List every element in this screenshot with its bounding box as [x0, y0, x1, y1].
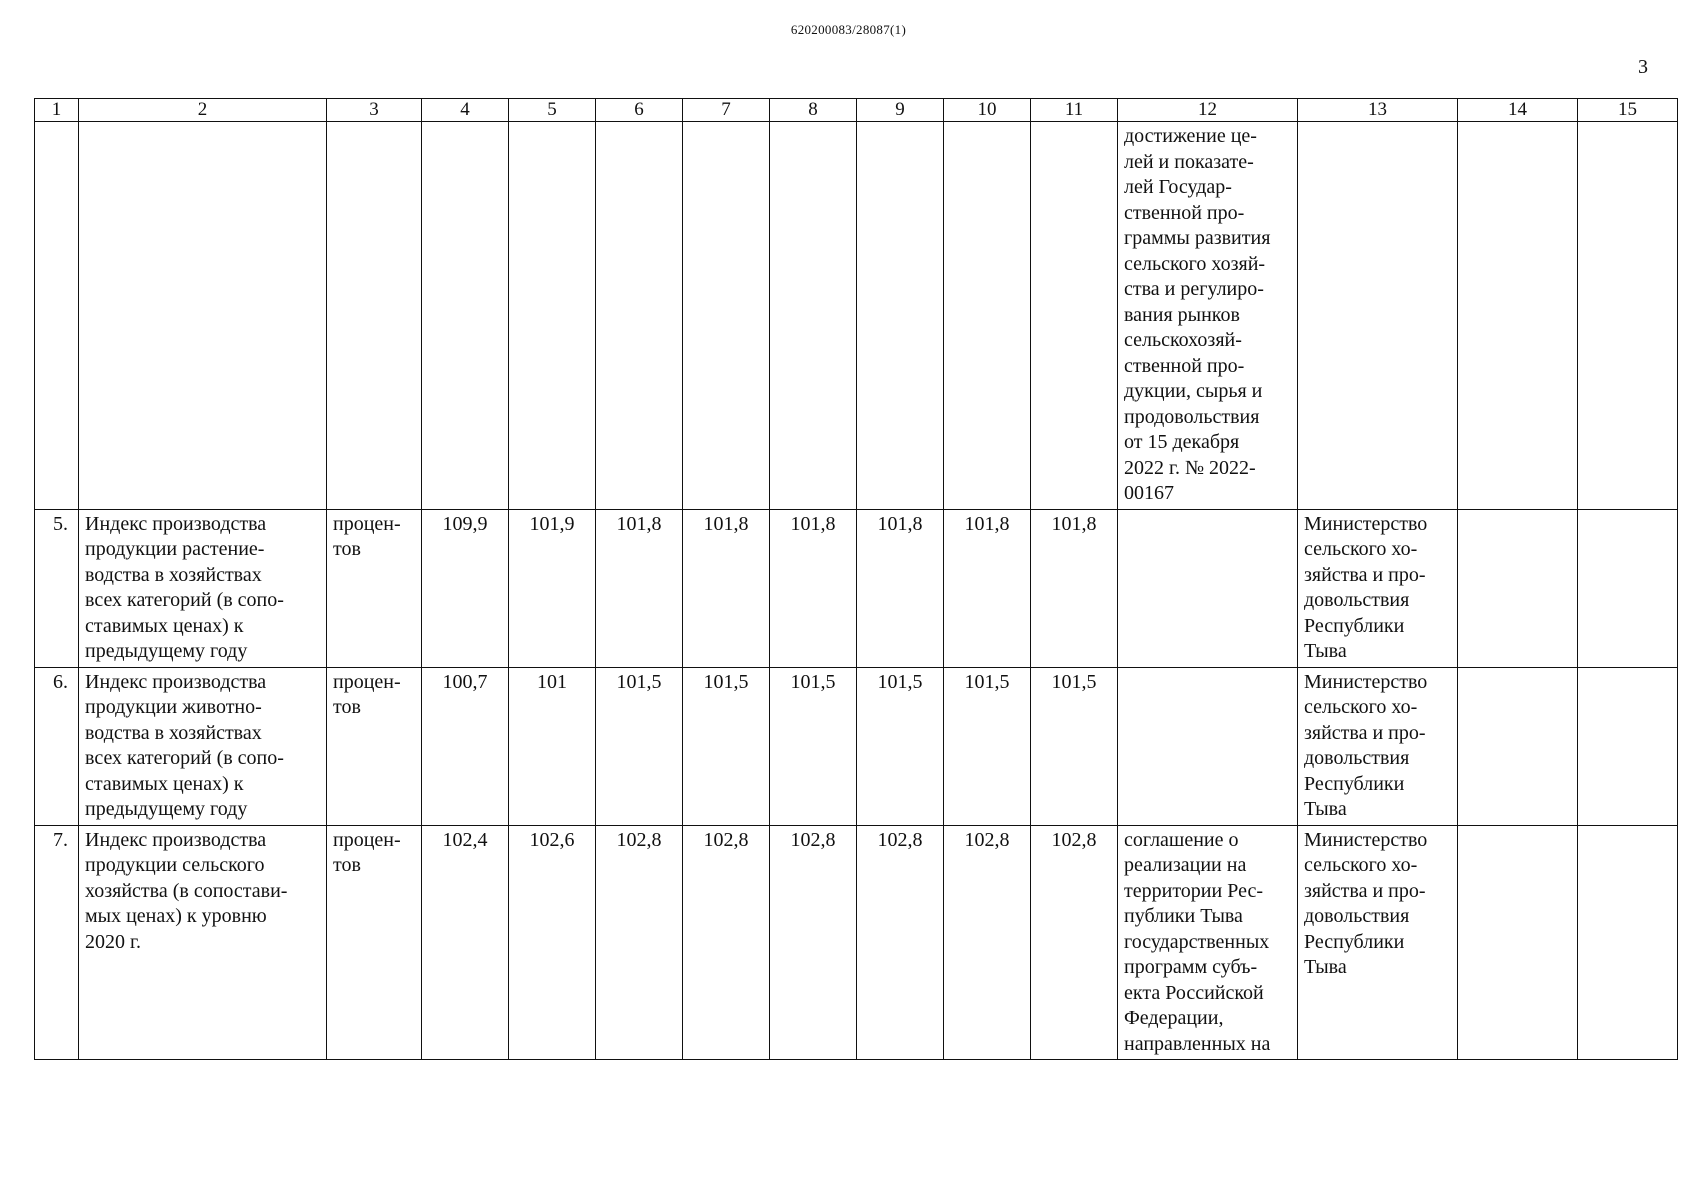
row-number: 6. — [35, 667, 79, 825]
empty-cell — [1578, 667, 1678, 825]
basis-document-cell: соглашение о реализации на территории Рес- публики Тыва государственных программ субъ- екта Российской Федерации, направленных на — [1118, 825, 1298, 1060]
column-number: 9 — [857, 99, 944, 122]
basis-document-cell — [1118, 509, 1298, 667]
column-number: 8 — [770, 99, 857, 122]
indicator-name — [79, 122, 327, 510]
value-cell: 102,4 — [422, 825, 509, 1060]
empty-cell — [1578, 509, 1678, 667]
responsible-cell: Министерство сельского хо- зяйства и про- довольствия Республики Тыва — [1298, 509, 1458, 667]
value-cell: 101,8 — [770, 509, 857, 667]
value-cell — [596, 122, 683, 510]
unit-cell — [327, 122, 422, 510]
value-cell: 101 — [509, 667, 596, 825]
row-number: 7. — [35, 825, 79, 1060]
basis-document-cell — [1118, 667, 1298, 825]
indicator-name: Индекс производства продукции сельского хозяйства (в сопостави- мых ценах) к уровню 2020 г. — [79, 825, 327, 1060]
value-cell — [422, 122, 509, 510]
value-cell: 101,5 — [857, 667, 944, 825]
value-cell: 102,8 — [944, 825, 1031, 1060]
column-number: 7 — [683, 99, 770, 122]
empty-cell — [1578, 825, 1678, 1060]
unit-cell: процен- тов — [327, 825, 422, 1060]
table-row — [35, 667, 1678, 825]
value-cell — [1031, 122, 1118, 510]
empty-cell — [1458, 122, 1578, 510]
page-number: 3 — [1638, 56, 1648, 78]
column-number: 4 — [422, 99, 509, 122]
empty-cell — [1458, 509, 1578, 667]
responsible-cell — [1298, 122, 1458, 510]
column-number: 11 — [1031, 99, 1118, 122]
value-cell: 102,8 — [596, 825, 683, 1060]
value-cell: 102,6 — [509, 825, 596, 1060]
value-cell: 101,8 — [1031, 509, 1118, 667]
column-number: 3 — [327, 99, 422, 122]
indicator-name: Индекс производства продукции животно- водства в хозяйствах всех категорий (в сопо- ставимых ценах) к предыдущему году — [79, 667, 327, 825]
value-cell: 101,9 — [509, 509, 596, 667]
responsible-cell: Министерство сельского хо- зяйства и про- довольствия Республики Тыва — [1298, 667, 1458, 825]
unit-cell: процен- тов — [327, 509, 422, 667]
column-number: 12 — [1118, 99, 1298, 122]
empty-cell — [1578, 122, 1678, 510]
value-cell: 101,8 — [683, 509, 770, 667]
value-cell — [770, 122, 857, 510]
indicator-name: Индекс производства продукции растение- водства в хозяйствах всех категорий (в сопо- ставимых ценах) к предыдущему году — [79, 509, 327, 667]
basis-document-cell: достижение це- лей и показате- лей Государ- ственной про- граммы развития сельского хозяй- ства и регулиро- вания рынков сельскохозяй- ственной про- дукции, сырья и продовольствия от 15 декабря 2022 г. № 2022- 00167 — [1118, 122, 1298, 510]
value-cell: 101,5 — [944, 667, 1031, 825]
value-cell: 101,8 — [596, 509, 683, 667]
responsible-cell: Министерство сельского хо- зяйства и про- довольствия Республики Тыва — [1298, 825, 1458, 1060]
empty-cell — [1458, 825, 1578, 1060]
value-cell: 101,8 — [944, 509, 1031, 667]
value-cell: 101,5 — [596, 667, 683, 825]
value-cell — [509, 122, 596, 510]
empty-cell — [1458, 667, 1578, 825]
value-cell — [944, 122, 1031, 510]
table-row — [35, 825, 1678, 1060]
value-cell: 102,8 — [683, 825, 770, 1060]
value-cell: 102,8 — [770, 825, 857, 1060]
column-number-row — [35, 99, 1678, 122]
unit-cell: процен- тов — [327, 667, 422, 825]
value-cell: 101,5 — [770, 667, 857, 825]
row-number — [35, 122, 79, 510]
column-number: 10 — [944, 99, 1031, 122]
column-number: 2 — [79, 99, 327, 122]
value-cell: 101,8 — [857, 509, 944, 667]
value-cell — [683, 122, 770, 510]
value-cell: 101,5 — [683, 667, 770, 825]
value-cell: 102,8 — [1031, 825, 1118, 1060]
column-number: 5 — [509, 99, 596, 122]
table-row — [35, 122, 1678, 510]
value-cell: 101,5 — [1031, 667, 1118, 825]
column-number: 15 — [1578, 99, 1678, 122]
document-id: 620200083/28087(1) — [790, 22, 907, 37]
column-number: 13 — [1298, 99, 1458, 122]
indicators-table — [34, 98, 1678, 1060]
value-cell: 100,7 — [422, 667, 509, 825]
row-number: 5. — [35, 509, 79, 667]
column-number: 14 — [1458, 99, 1578, 122]
column-number: 6 — [596, 99, 683, 122]
value-cell — [857, 122, 944, 510]
value-cell: 102,8 — [857, 825, 944, 1060]
column-number: 1 — [35, 99, 79, 122]
table-row — [35, 509, 1678, 667]
value-cell: 109,9 — [422, 509, 509, 667]
